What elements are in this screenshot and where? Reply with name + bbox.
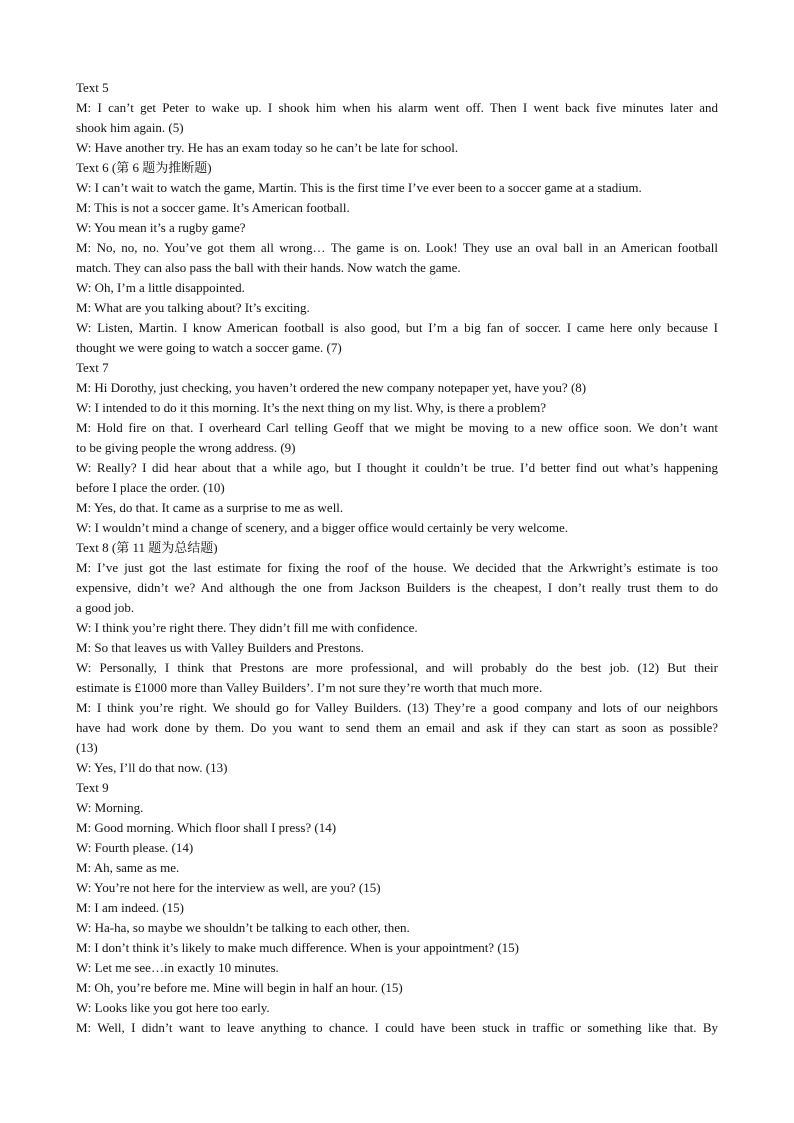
- text-line: have had work done by them. Do you want to send them an email and ask if they can start as soon as possible?: [76, 720, 718, 735]
- text-line: M: Oh, you’re before me. Mine will begin in half an hour. (15): [76, 980, 403, 995]
- text-line: W: I wouldn’t mind a change of scenery, and a bigger office would certainly be very welcome.: [76, 520, 569, 535]
- text-line: M: This is not a soccer game. It’s American football.: [76, 200, 350, 215]
- text-line: expensive, didn’t we? And although the one from Jackson Builders is the cheapest, I don’t really trust them to do: [76, 580, 718, 595]
- text-line: W: I intended to do it this morning. It’s the next thing on my list. Why, is there a problem?: [76, 400, 546, 415]
- text-line: M: No, no, no. You’ve got them all wrong… The game is on. Look! They use an oval ball in an American football: [76, 240, 718, 255]
- text-line: W: Listen, Martin. I know American football is also good, but I’m a big fan of soccer. I came here only because I: [76, 320, 718, 335]
- text-line: W: Ha-ha, so maybe we shouldn’t be talking to each other, then.: [76, 920, 410, 935]
- text-line: W: You mean it’s a rugby game?: [76, 220, 246, 235]
- text-line: M: I can’t get Peter to wake up. I shook him when his alarm went off. Then I went back five minutes later and: [76, 100, 718, 115]
- text-line: (13): [76, 740, 98, 755]
- text-line: M: Ah, same as me.: [76, 860, 180, 875]
- text-line: Text 8 (第 11 题为总结题): [76, 540, 218, 555]
- text-line: W: Looks like you got here too early.: [76, 1000, 270, 1015]
- text-line: W: You’re not here for the interview as well, are you? (15): [76, 880, 381, 895]
- text-line: M: So that leaves us with Valley Builders and Prestons.: [76, 640, 364, 655]
- text-line: W: I can’t wait to watch the game, Martin. This is the first time I’ve ever been to a soccer game at a stadium.: [76, 180, 642, 195]
- text-line: W: Personally, I think that Prestons are more professional, and will probably do the best job. (12) But their: [76, 660, 718, 675]
- text-line: thought we were going to watch a soccer game. (7): [76, 340, 342, 355]
- text-line: W: Fourth please. (14): [76, 840, 194, 855]
- text-line: W: Let me see…in exactly 10 minutes.: [76, 960, 279, 975]
- text-line: M: I don’t think it’s likely to make much difference. When is your appointment? (15): [76, 940, 519, 955]
- text-line: Text 6 (第 6 题为推断题): [76, 160, 212, 175]
- text-line: W: Yes, I’ll do that now. (13): [76, 760, 228, 775]
- text-line: Text 9: [76, 780, 109, 795]
- text-line: Text 7: [76, 360, 109, 375]
- text-line: M: I am indeed. (15): [76, 900, 184, 915]
- text-line: M: Good morning. Which floor shall I press? (14): [76, 820, 337, 835]
- document-page: [76, 78, 718, 1038]
- text-line: M: Hi Dorothy, just checking, you haven’t ordered the new company notepaper yet, have you? (8): [76, 380, 587, 395]
- text-line: Text 5: [76, 80, 109, 95]
- text-line: W: Really? I did hear about that a while ago, but I thought it couldn’t be true. I’d better find out what’s happening: [76, 460, 718, 475]
- text-line: M: What are you talking about? It’s exciting.: [76, 300, 310, 315]
- text-line: M: I think you’re right. We should go for Valley Builders. (13) They’re a good company and lots of our neighbors: [76, 700, 718, 715]
- text-line: W: I think you’re right there. They didn’t fill me with confidence.: [76, 620, 418, 635]
- text-line: shook him again. (5): [76, 120, 184, 135]
- text-line: W: Oh, I’m a little disappointed.: [76, 280, 245, 295]
- text-line: a good job.: [76, 600, 135, 615]
- text-line: M: Yes, do that. It came as a surprise to me as well.: [76, 500, 344, 515]
- text-line: W: Have another try. He has an exam today so he can’t be late for school.: [76, 140, 459, 155]
- text-line: estimate is £1000 more than Valley Builders’. I’m not sure they’re worth that much more.: [76, 680, 543, 695]
- text-line: before I place the order. (10): [76, 480, 225, 495]
- text-line: W: Morning.: [76, 800, 144, 815]
- text-line: M: I’ve just got the last estimate for fixing the roof of the house. We decided that the Arkwright’s estimate is too: [76, 560, 718, 575]
- text-line: M: Hold fire on that. I overheard Carl telling Geoff that we might be moving to a new office soon. We don’t want: [76, 420, 718, 435]
- text-line: M: Well, I didn’t want to leave anything to chance. I could have been stuck in traffic or something like that. By: [76, 1020, 718, 1035]
- text-line: to be giving people the wrong address. (9): [76, 440, 296, 455]
- text-line: match. They can also pass the ball with their hands. Now watch the game.: [76, 260, 461, 275]
